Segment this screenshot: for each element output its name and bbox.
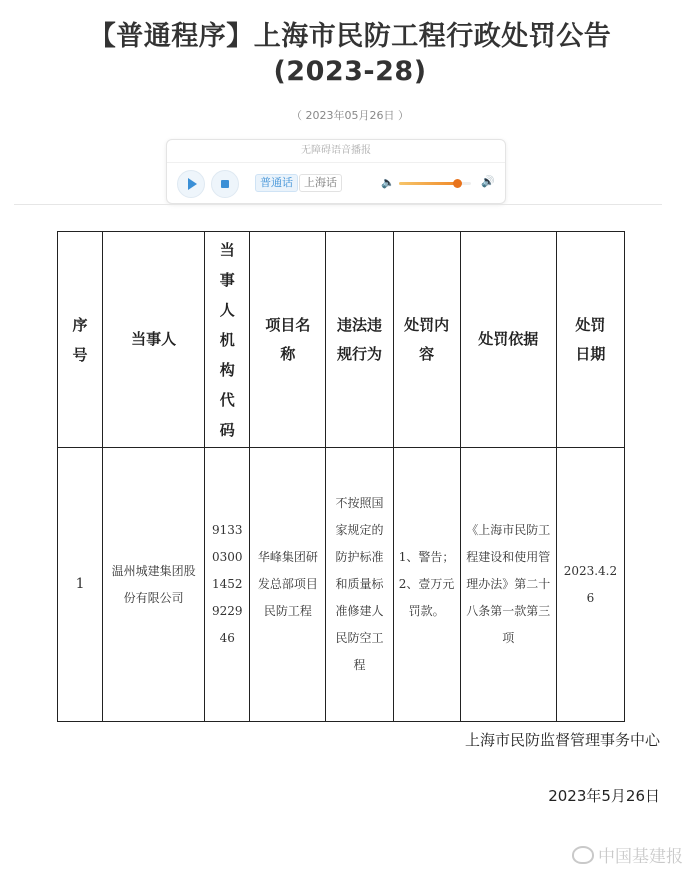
weibo-icon — [572, 846, 594, 864]
volume-high-icon: 🔊 — [481, 175, 495, 188]
header-content: 处罚内容 — [393, 232, 460, 448]
watermark — [572, 842, 683, 867]
cell-index: 1 — [58, 448, 103, 722]
lang-mandarin-button[interactable]: 普通话 — [255, 174, 298, 192]
cell-party: 温州城建集团股份有限公司 — [103, 448, 205, 722]
play-icon — [188, 178, 197, 190]
header-date: 处罚日期 — [556, 232, 624, 448]
page-title: 【普通程序】上海市民防工程行政处罚公告 — [88, 21, 612, 52]
page-title-number: (2023-28) — [273, 56, 427, 87]
publish-date: （ 2023年05月26日 ） — [291, 109, 409, 122]
table-row — [58, 448, 625, 722]
cell-violation: 不按照国家规定的防护标准和质量标准修建人民防空工程 — [326, 448, 393, 722]
issue-date: 2023年5月26日 — [548, 787, 660, 805]
volume-slider-fill — [399, 182, 457, 185]
lang-shanghai-button[interactable]: 上海话 — [299, 174, 342, 192]
cell-content: 1、警告；2、壹万元罚款。 — [393, 448, 460, 722]
header-index: 序号 — [58, 232, 103, 448]
cell-date: 2023.4.26 — [556, 448, 624, 722]
header-divider — [14, 204, 662, 205]
cell-basis: 《上海市民防工程建设和使用管理办法》第二十八条第一款第三项 — [460, 448, 556, 722]
volume-slider[interactable] — [399, 182, 471, 185]
audio-player-label: 无障碍语音播报 — [167, 140, 505, 163]
header-basis: 处罚依据 — [460, 232, 556, 448]
cell-code: 913303001452922946 — [205, 448, 250, 722]
volume-slider-knob[interactable] — [453, 179, 462, 188]
stop-icon — [221, 180, 229, 188]
cell-project: 华峰集团研发总部项目民防工程 — [250, 448, 326, 722]
audio-player — [166, 139, 506, 204]
penalty-table — [57, 231, 625, 722]
issuing-organization: 上海市民防监督管理事务中心 — [464, 731, 660, 749]
table-header-row — [58, 232, 625, 448]
stop-button[interactable] — [211, 170, 239, 198]
header-party: 当事人 — [103, 232, 205, 448]
play-button[interactable] — [177, 170, 205, 198]
volume-low-icon: 🔈 — [381, 176, 395, 189]
header-project: 项目名称 — [250, 232, 326, 448]
header-violation: 违法违规行为 — [326, 232, 393, 448]
header-code: 当事人机构代码 — [205, 232, 250, 448]
watermark-text: 中国基建报 — [598, 847, 683, 867]
